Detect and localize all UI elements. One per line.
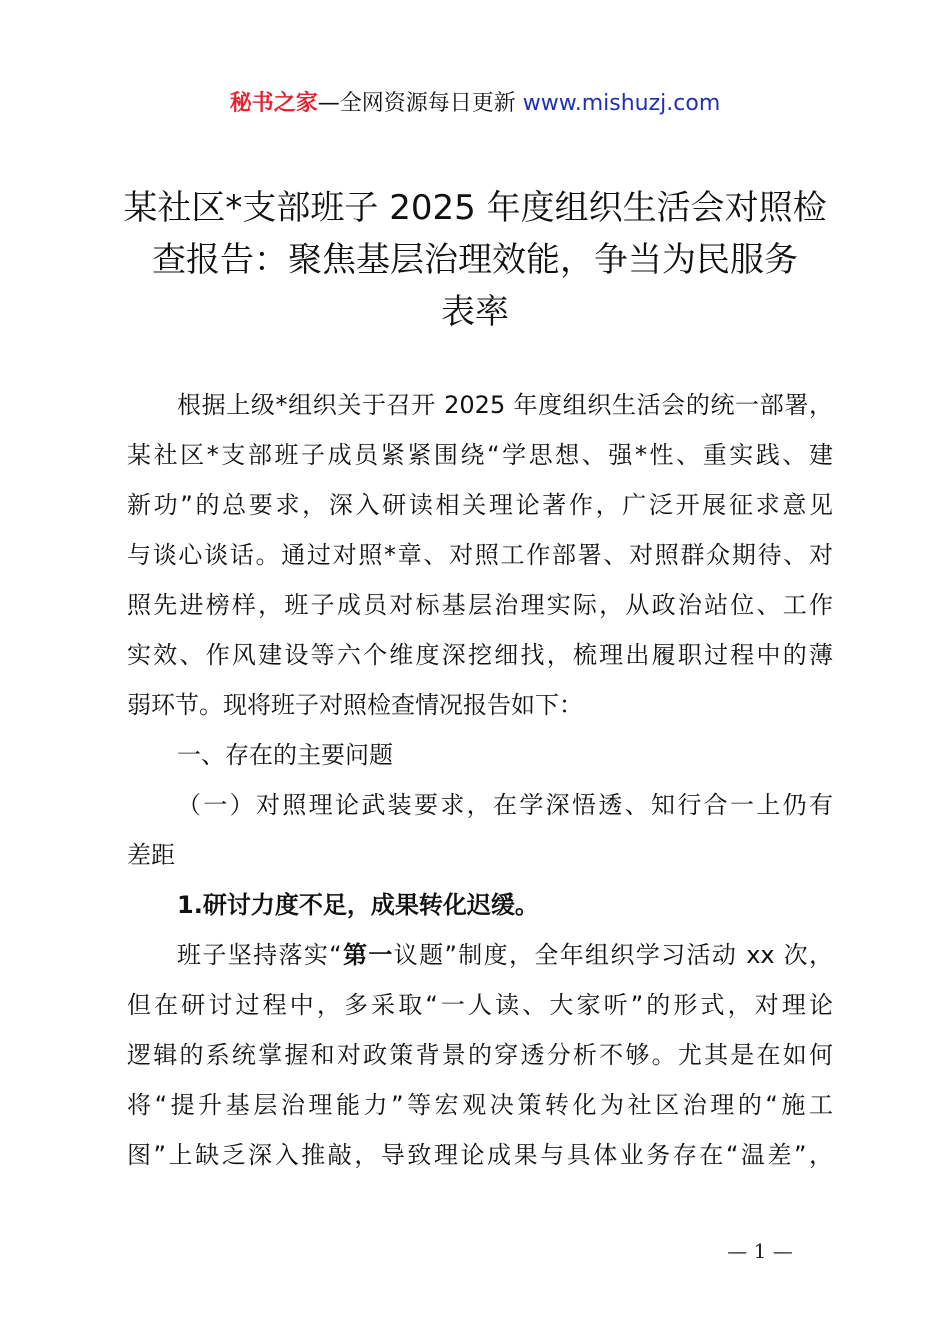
body-line: 新功”的总要求，深入研读相关理论著作，广泛开展征求意见 [127,491,833,519]
bold-text-run: 第一 [341,941,394,969]
body-line: 但在研讨过程中，多采取“一人读、大家听”的形式，对理论 [127,991,833,1019]
text-run: 议题”制度，全年组织学习活动 xx 次， [393,941,833,969]
body-line [127,930,833,980]
section-heading: 一、存在的主要问题 [177,741,393,769]
site-url-link[interactable]: www.mishuzj.com [522,91,721,116]
site-brand: 秘书之家 [229,91,318,116]
title-line: 查报告：聚焦基层治理效能，争当为民服务 [152,240,798,280]
body-line: 逻辑的系统掌握和对政策背景的穿透分析不够。尤其是在如何 [127,1041,833,1069]
document-title [100,182,850,338]
text-run: 班子坚持落实“ [177,941,342,969]
body-line: 与谈心谈话。通过对照*章、对照工作部署、对照群众期待、对 [127,541,833,569]
site-tagline: —全网资源每日更新 [317,91,523,116]
item-heading: 1.研讨力度不足，成果转化迟缓。 [177,891,539,919]
body-line: 照先进榜样，班子成员对标基层治理实际，从政治站位、工作 [127,591,833,619]
title-line: 某社区*支部班子 2025 年度组织生活会对照检 [123,188,827,228]
body-line: 某社区*支部班子成员紧紧围绕“学思想、强*性、重实践、建 [127,441,833,469]
body-line: 弱环节。现将班子对照检查情况报告如下： [127,691,583,719]
site-header [0,88,950,120]
subsection-heading-cont: 差距 [127,841,175,869]
body-line: 将“提升基层治理能力”等宏观决策转化为社区治理的“施工 [127,1091,833,1119]
body-line: 实效、作风建设等六个维度深挖细找，梳理出履职过程中的薄 [127,641,833,669]
document-body [127,380,833,1180]
page-number: — 1 — [727,1239,793,1263]
body-line: 图”上缺乏深入推敲，导致理论成果与具体业务存在“温差”， [127,1141,833,1169]
title-line: 表率 [441,292,509,332]
subsection-heading: （一）对照理论武装要求，在学深悟透、知行合一上仍有 [177,791,833,819]
body-line: 根据上级*组织关于召开 2025 年度组织生活会的统一部署， [177,391,833,419]
